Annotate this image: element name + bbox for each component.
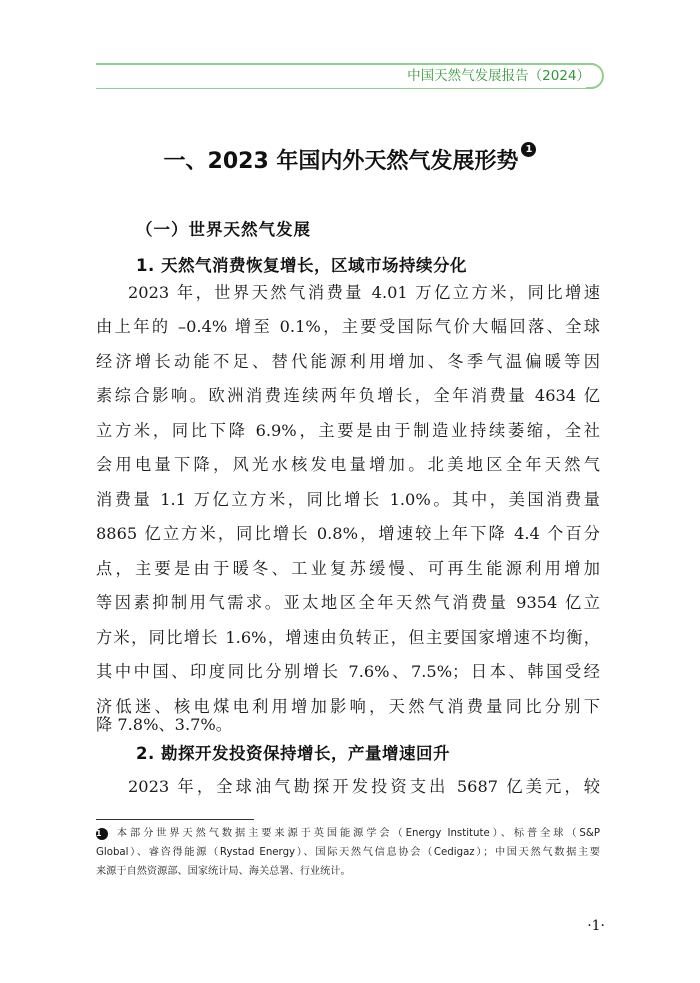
section-heading: （一）世界天然气发展 [136, 220, 311, 239]
footnote-line: Global）、睿咨得能源（Rystad Energy）、国际天然气信息协会（Cedigaz）；中国天然气数据主要 [96, 847, 600, 858]
subsection-heading-1: 1. 天然气消费恢复增长，区域市场持续分化 [136, 256, 467, 275]
paragraph-line: 济低迷、核电煤电利用增加影响，天然气消费量同比分别下 [96, 697, 600, 716]
paragraph-line: 点，主要是由于暖冬、工业复苏缓慢、可再生能源利用增加 [96, 559, 600, 578]
paragraph-line: 素综合影响。欧洲消费连续两年负增长，全年消费量 4634 亿 [96, 386, 600, 405]
chapter-title-text: 一、2023 年国内外天然气发展形势 [163, 149, 519, 174]
footnote-line: 来源于自然资源部、国家统计局、海关总署、行业统计。 [96, 866, 351, 877]
paragraph-line: 会用电量下降，风光水核发电量增加。北美地区全年天然气 [96, 455, 600, 474]
paragraph-line: 由上年的 –0.4% 增至 0.1%，主要受国际气价大幅回落、全球 [96, 317, 600, 336]
footnote-line [96, 824, 600, 843]
footnote-badge: 1 [96, 828, 108, 840]
footnote-rule [96, 819, 254, 820]
paragraph-line: 立方米，同比下降 6.9%，主要是由于制造业持续萎缩，全社 [96, 421, 600, 440]
paragraph-line: 2023 年，全球油气勘探开发投资支出 5687 亿美元，较 [128, 777, 600, 796]
footnote [96, 824, 600, 881]
subsection-heading-2: 2. 勘探开发投资保持增长，产量增速回升 [136, 744, 450, 763]
header-rule-bottom [96, 88, 594, 89]
chapter-title [0, 144, 700, 175]
paragraph-line: 方米，同比增长 1.6%，增速由负转正，但主要国家增速不均衡， [96, 628, 600, 647]
footnote-marker[interactable]: 1 [521, 142, 536, 157]
page-number: ·1· [587, 918, 605, 934]
header-rule-top [96, 63, 594, 65]
paragraph-line: 等因素抑制用气需求。亚太地区全年天然气消费量 9354 亿立 [96, 593, 600, 612]
paragraph-line: 2023 年，世界天然气消费量 4.01 万亿立方米，同比增速 [128, 283, 600, 302]
paragraph-line: 经济增长动能不足、替代能源利用增加、冬季气温偏暖等因 [96, 352, 600, 371]
footnote-line-text: 本部分世界天然气数据主要来源于英国能源学会（Energy Institute）、标普全球（S&P [114, 828, 600, 839]
paragraph-line: 消费量 1.1 万亿立方米，同比增长 1.0%。其中，美国消费量 [96, 490, 600, 509]
running-header-title: 中国天然气发展报告（2024） [407, 68, 590, 84]
paragraph-line: 降 7.8%、3.7%。 [96, 715, 232, 734]
paragraph-line: 8865 亿立方米，同比增长 0.8%，增速较上年下降 4.4 个百分 [96, 524, 600, 543]
paragraph-line: 其中中国、印度同比分别增长 7.6%、7.5%；日本、韩国受经 [96, 662, 600, 681]
